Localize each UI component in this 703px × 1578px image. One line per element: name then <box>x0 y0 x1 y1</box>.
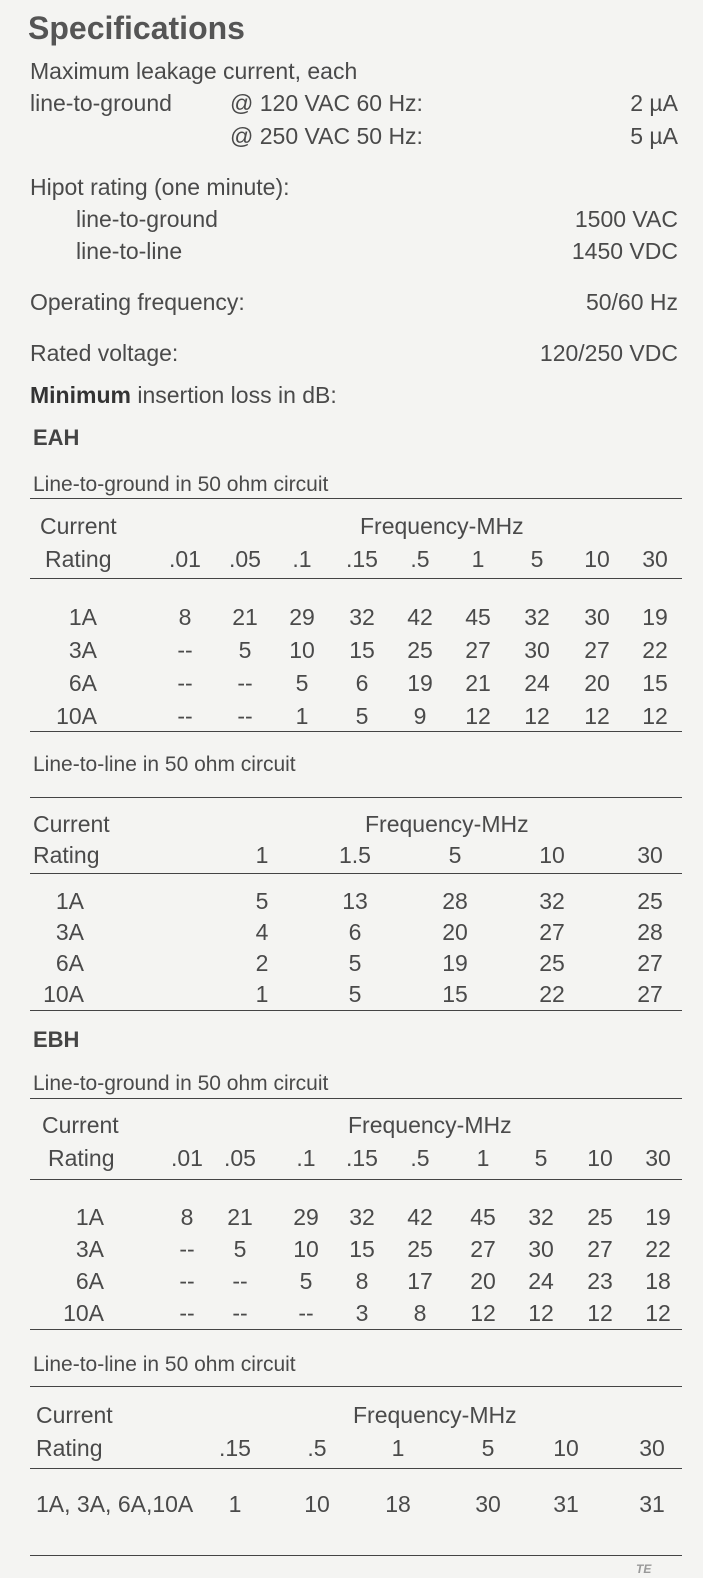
table-header-rule <box>30 873 682 874</box>
table-top-rule <box>30 498 682 499</box>
table-cell: 28 <box>637 919 663 945</box>
table-cell: 25 <box>539 950 565 976</box>
table-cell: 27 <box>587 1236 613 1262</box>
table-cell: 30 <box>475 1491 501 1517</box>
frequency-column-header: 1 <box>255 842 269 868</box>
rating-header: Rating <box>33 842 100 868</box>
table-cell: 30 <box>528 1236 554 1262</box>
frequency-column-header: .1 <box>296 1145 316 1171</box>
insertion-loss-rest: insertion loss in dB: <box>130 382 337 408</box>
row-label: 10A <box>63 1300 104 1326</box>
table-bottom-rule <box>30 1329 682 1330</box>
table-cell: 17 <box>407 1268 433 1294</box>
table-header-rule <box>30 1179 682 1180</box>
leakage-cond-1: @ 120 VAC 60 Hz: <box>230 90 423 116</box>
table-cell: 5 <box>233 1236 247 1262</box>
table-cell: 27 <box>539 919 565 945</box>
table-header-rule <box>30 1468 682 1469</box>
table-cell: -- <box>237 703 253 729</box>
page-title: Specifications <box>28 10 245 46</box>
table-cell: -- <box>179 1300 195 1326</box>
hipot-ll-label: line-to-line <box>76 238 183 264</box>
table-cell: 4 <box>255 919 269 945</box>
leakage-label-2: line-to-ground <box>30 90 172 116</box>
table-cell: -- <box>237 670 253 696</box>
table-cell: 32 <box>524 604 550 630</box>
frequency-header: Frequency-MHz <box>348 1112 512 1138</box>
row-label: 1A <box>68 604 97 630</box>
table-cell: 19 <box>442 950 468 976</box>
table-cell: 18 <box>385 1491 411 1517</box>
table-cell: 29 <box>289 604 315 630</box>
leakage-value-1: 2 µA <box>630 90 678 116</box>
table-top-rule <box>30 1098 682 1099</box>
table-cell: 10 <box>289 637 315 663</box>
frequency-header: Frequency-MHz <box>360 513 524 539</box>
table-cell: 10 <box>304 1491 330 1517</box>
table-cell: 23 <box>587 1268 613 1294</box>
table-cell: 31 <box>639 1491 665 1517</box>
table-cell: 21 <box>227 1204 253 1230</box>
table-cell: 45 <box>470 1204 496 1230</box>
frequency-column-header: .01 <box>171 1145 203 1171</box>
frequency-column-header: 5 <box>534 1145 548 1171</box>
table-cell: 19 <box>645 1204 671 1230</box>
frequency-column-header: .01 <box>169 546 201 572</box>
table-caption: Line-to-ground in 50 ohm circuit <box>33 473 329 496</box>
table-cell: 21 <box>232 604 258 630</box>
table-cell: 27 <box>465 637 491 663</box>
leakage-label-1: Maximum leakage current, each <box>30 58 358 84</box>
frequency-column-header: 1 <box>476 1145 490 1171</box>
table-cell: 15 <box>349 637 375 663</box>
table-cell: 12 <box>645 1300 671 1326</box>
table-cell: 12 <box>465 703 491 729</box>
rated-voltage-label: Rated voltage: <box>30 340 179 366</box>
table-cell: 8 <box>413 1300 427 1326</box>
table-cell: -- <box>179 1268 195 1294</box>
table-cell: -- <box>177 703 193 729</box>
table-cell: 30 <box>524 637 550 663</box>
table-cell: 6 <box>355 670 369 696</box>
table-cell: 25 <box>407 1236 433 1262</box>
leakage-cond-2: @ 250 VAC 50 Hz: <box>230 123 423 149</box>
row-label: 3A <box>55 919 84 945</box>
table-cell: 25 <box>587 1204 613 1230</box>
table-caption: Line-to-line in 50 ohm circuit <box>33 1353 296 1376</box>
table-cell: 5 <box>355 703 369 729</box>
table-bottom-rule <box>30 1010 682 1011</box>
table-cell: 19 <box>642 604 668 630</box>
table-cell: 5 <box>348 981 362 1007</box>
frequency-header: Frequency-MHz <box>353 1402 517 1428</box>
current-header: Current <box>33 811 110 837</box>
table-cell: 5 <box>295 670 309 696</box>
table-cell: 24 <box>524 670 550 696</box>
table-cell: 12 <box>584 703 610 729</box>
frequency-column-header: .15 <box>219 1435 251 1461</box>
frequency-column-header: 10 <box>553 1435 579 1461</box>
rating-header: Rating <box>45 546 112 572</box>
operating-frequency-value: 50/60 Hz <box>585 289 678 315</box>
table-cell: 31 <box>553 1491 579 1517</box>
frequency-column-header: .05 <box>229 546 261 572</box>
rated-voltage-value: 120/250 VDC <box>539 340 678 366</box>
rating-header: Rating <box>36 1435 103 1461</box>
frequency-column-header: 30 <box>637 842 663 868</box>
table-top-rule <box>30 1386 682 1387</box>
table-cell: 42 <box>407 1204 433 1230</box>
frequency-column-header: 5 <box>530 546 544 572</box>
row-label: 6A <box>68 670 97 696</box>
row-label: 6A <box>55 950 84 976</box>
frequency-column-header: 30 <box>642 546 668 572</box>
current-header: Current <box>40 513 117 539</box>
table-cell: 8 <box>180 1204 194 1230</box>
table-cell: 15 <box>442 981 468 1007</box>
table-cell: 25 <box>637 888 663 914</box>
section-heading: EAH <box>33 425 80 450</box>
table-cell: 6 <box>348 919 362 945</box>
hipot-ll-value: 1450 VDC <box>571 238 678 264</box>
table-cell: 12 <box>642 703 668 729</box>
table-cell: 8 <box>355 1268 369 1294</box>
table-cell: 1 <box>255 981 269 1007</box>
frequency-column-header: .15 <box>346 1145 378 1171</box>
table-cell: 30 <box>584 604 610 630</box>
table-cell: 2 <box>255 950 269 976</box>
table-cell: 28 <box>442 888 468 914</box>
table-cell: 22 <box>539 981 565 1007</box>
current-header: Current <box>36 1402 113 1428</box>
table-cell: 12 <box>587 1300 613 1326</box>
table-cell: 15 <box>349 1236 375 1262</box>
row-label: 3A <box>75 1236 104 1262</box>
row-label: 10A <box>56 703 97 729</box>
section-heading: EBH <box>33 1027 80 1052</box>
table-cell: 32 <box>349 1204 375 1230</box>
table-cell: 45 <box>465 604 491 630</box>
table-cell: 8 <box>178 604 192 630</box>
table-cell: 10 <box>293 1236 319 1262</box>
frequency-header: Frequency-MHz <box>365 811 529 837</box>
rating-header: Rating <box>48 1145 115 1171</box>
frequency-column-header: 30 <box>639 1435 665 1461</box>
frequency-column-header: 10 <box>584 546 610 572</box>
table-header-rule <box>30 578 682 579</box>
frequency-column-header: 1.5 <box>339 842 371 868</box>
frequency-column-header: 5 <box>481 1435 495 1461</box>
table-cell: 27 <box>584 637 610 663</box>
table-cell: -- <box>177 670 193 696</box>
table-cell: 12 <box>470 1300 496 1326</box>
row-label: 6A <box>75 1268 104 1294</box>
table-cell: 5 <box>299 1268 313 1294</box>
current-header: Current <box>42 1112 119 1138</box>
row-label: 10A <box>43 981 84 1007</box>
table-cell: 12 <box>524 703 550 729</box>
table-cell: 22 <box>645 1236 671 1262</box>
table-caption: Line-to-line in 50 ohm circuit <box>33 753 296 776</box>
table-cell: 19 <box>407 670 433 696</box>
frequency-column-header: .05 <box>224 1145 256 1171</box>
table-top-rule <box>30 797 682 798</box>
hipot-lg-label: line-to-ground <box>76 206 218 232</box>
table-bottom-rule <box>30 1555 682 1556</box>
table-cell: 18 <box>645 1268 671 1294</box>
frequency-column-header: .5 <box>410 1145 430 1171</box>
table-cell: 27 <box>470 1236 496 1262</box>
frequency-column-header: .5 <box>307 1435 327 1461</box>
frequency-column-header: .15 <box>346 546 378 572</box>
frequency-column-header: 1 <box>391 1435 405 1461</box>
insertion-loss-heading <box>30 382 337 409</box>
table-cell: 21 <box>465 670 491 696</box>
table-cell: 29 <box>293 1204 319 1230</box>
table-caption: Line-to-ground in 50 ohm circuit <box>33 1072 329 1095</box>
te-logo: TE <box>636 1562 652 1576</box>
row-label: 3A <box>68 637 97 663</box>
table-cell: 32 <box>528 1204 554 1230</box>
table-cell: -- <box>179 1236 195 1262</box>
table-cell: 27 <box>637 981 663 1007</box>
hipot-label: Hipot rating (one minute): <box>30 174 290 200</box>
row-label: 1A, 3A, 6A,10A <box>36 1491 194 1517</box>
table-cell: 22 <box>642 637 668 663</box>
table-cell: 32 <box>349 604 375 630</box>
table-cell: 20 <box>442 919 468 945</box>
table-cell: 32 <box>539 888 565 914</box>
table-cell: 3 <box>355 1300 369 1326</box>
row-label: 1A <box>75 1204 104 1230</box>
table-cell: 24 <box>528 1268 554 1294</box>
table-cell: 12 <box>528 1300 554 1326</box>
table-cell: -- <box>232 1300 248 1326</box>
table-cell: 5 <box>348 950 362 976</box>
table-bottom-rule <box>30 731 682 732</box>
table-cell: -- <box>177 637 193 663</box>
hipot-lg-value: 1500 VAC <box>574 206 678 232</box>
table-cell: 42 <box>407 604 433 630</box>
operating-frequency-label: Operating frequency: <box>30 289 245 315</box>
table-cell: 20 <box>584 670 610 696</box>
frequency-column-header: .1 <box>292 546 312 572</box>
table-cell: -- <box>232 1268 248 1294</box>
frequency-column-header: 30 <box>645 1145 671 1171</box>
table-cell: 25 <box>407 637 433 663</box>
frequency-column-header: 5 <box>448 842 462 868</box>
table-cell: 5 <box>238 637 252 663</box>
table-cell: 20 <box>470 1268 496 1294</box>
table-cell: -- <box>298 1300 314 1326</box>
row-label: 1A <box>55 888 84 914</box>
frequency-column-header: 10 <box>587 1145 613 1171</box>
table-cell: 1 <box>228 1491 242 1517</box>
table-cell: 9 <box>413 703 427 729</box>
table-cell: 27 <box>637 950 663 976</box>
table-cell: 5 <box>255 888 269 914</box>
frequency-column-header: 1 <box>471 546 485 572</box>
frequency-column-header: 10 <box>539 842 565 868</box>
table-cell: 1 <box>295 703 309 729</box>
table-cell: 15 <box>642 670 668 696</box>
leakage-value-2: 5 µA <box>630 123 678 149</box>
table-cell: 13 <box>342 888 368 914</box>
frequency-column-header: .5 <box>410 546 430 572</box>
insertion-loss-bold: Minimum <box>30 382 131 408</box>
